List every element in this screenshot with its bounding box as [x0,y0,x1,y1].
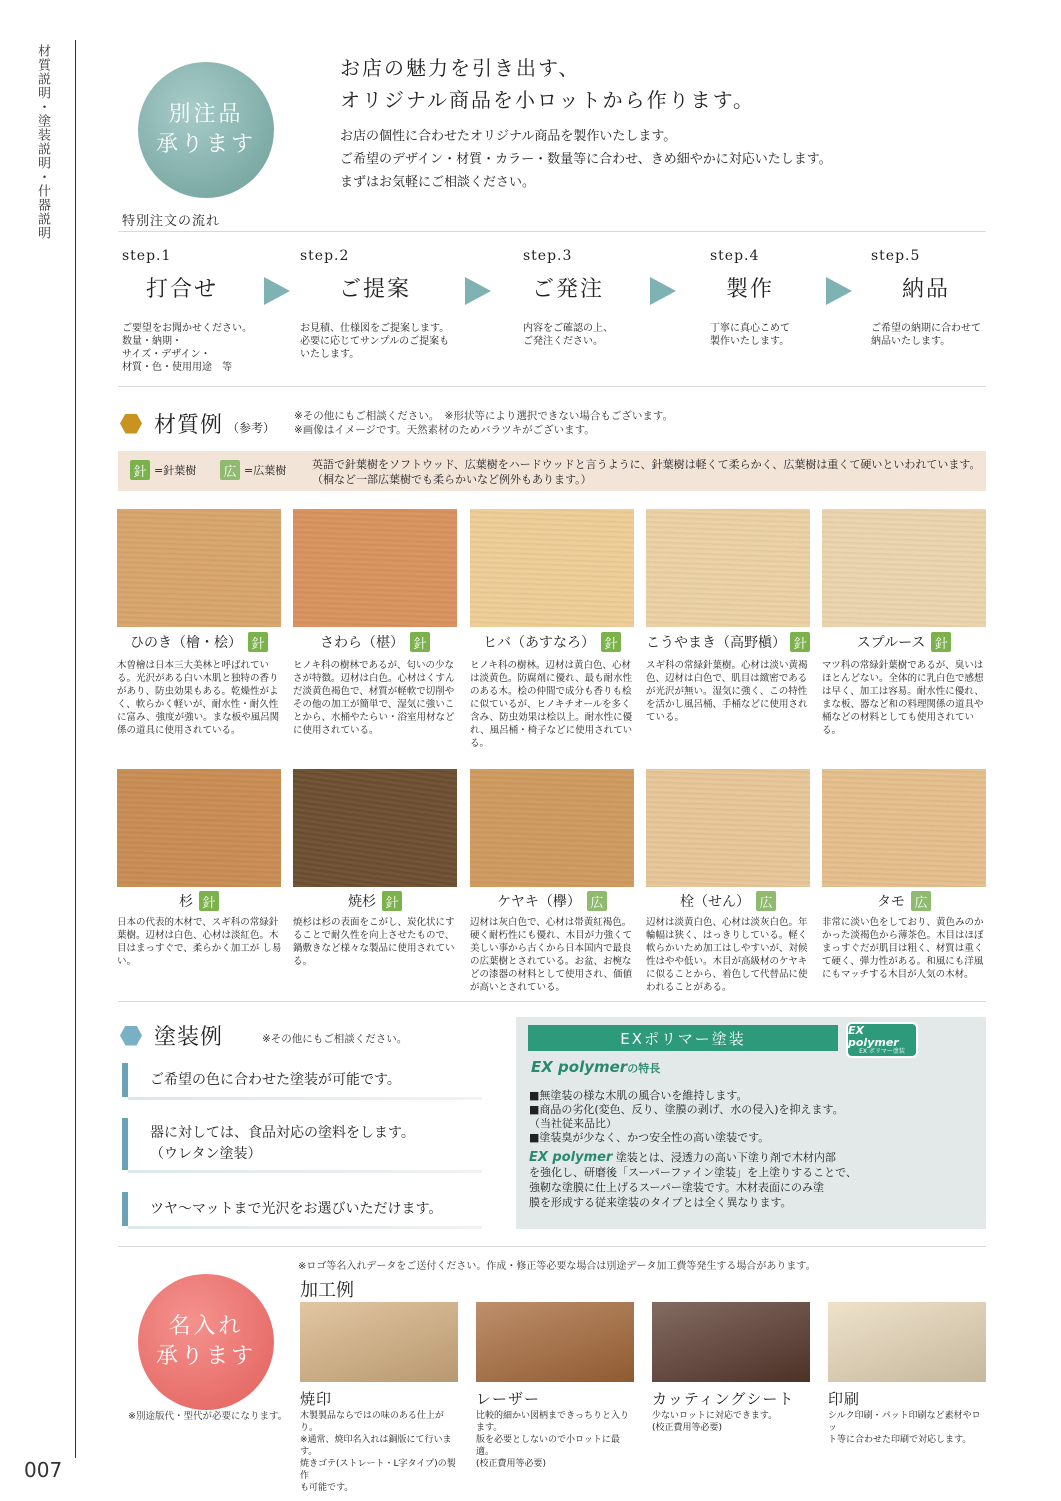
step-4 [710,248,880,347]
materials-note-2: ※画像はイメージです。天然素材のためバラツキがございます。 [294,424,595,436]
materials-title: 材質例 [154,413,224,438]
wood-description: マツ科の常緑針葉樹であるが、臭いはほとんどない。全体的に乳白色で感想は早く、加工は容易。耐水性に優れ、まな板、器など和の料理関係の道具や桶などの材料としても使用されている。 [822,660,984,736]
sample-name: 焼印 [300,1390,333,1408]
sample-desc-line: 比較的細かい図柄まできっちりと入ります。 [476,1411,630,1433]
sample-desc-line: 焼きゴテ(ストレート・L字タイプ)の製作 [300,1459,456,1481]
custom-order-circle [138,62,274,198]
wood-sample-image [646,769,810,887]
wood-name [822,891,986,911]
wood-name-text: ケヤキ（欅） [497,894,581,910]
wood-type-badge: 針 [382,891,402,911]
step-desc-line: 丁寧に真心こめて [710,323,790,334]
softwood-label: =針葉樹 [154,464,197,477]
headline [340,52,755,116]
legend-text-2: （桐など一部広葉樹でも柔らかいなど例外もあります。） [312,473,592,486]
wood-sample-image [293,769,457,887]
ex-feature-title [531,1058,660,1076]
wood-name-text: スプルース [856,635,926,651]
wood-name [293,891,457,911]
divider [118,1001,986,1002]
sample-image-laser [476,1302,634,1382]
wood-name-text: タモ [877,894,905,910]
circle-line-1: 名入れ [168,1314,244,1340]
wood-name-text: 杉 [179,894,193,910]
wood-sample-image [117,769,281,887]
sample-desc [828,1410,988,1446]
sample-desc-line: (校正費用等必要) [476,1459,547,1469]
sample-desc [300,1410,460,1494]
wood-name-text: ひのき（檜・桧） [130,635,242,651]
wood-type-badge: 広 [587,891,607,911]
materials-heading [120,408,275,439]
step-desc-line: お見積、仕様図をご提案します。 [300,323,450,334]
sample-desc-line: シルク印刷・パット印刷など素材やロッ [828,1411,981,1433]
materials-note-1: ※その他にもご相談ください。 ※形状等により選択できない場合もございます。 [294,410,674,422]
step-name: 打合せ [145,277,218,302]
paint-item-3 [122,1192,482,1226]
circle-line-2: 承ります [155,1344,256,1369]
wood-description: 焼杉は杉の表面をこがし、炭化状にすることで耐久性を向上させたもので、鍋敷きなど様々な製品に使用されている。 [293,917,455,967]
step-label: step.5 [871,248,921,264]
step-desc-line: 材質・色・使用用途 等 [122,362,232,373]
wood-name [470,891,634,911]
paint-item-text: ツヤ～マットまで光沢をお選びいただけます。 [150,1200,443,1217]
arrow-icon [264,277,290,305]
ex-point: （当社従来品比） [529,1117,617,1130]
step-desc-line: 必要に応じてサンプルのご提案も [300,336,450,347]
ex-point: ■無塗装の様な木肌の風合いを維持します。 [529,1089,748,1102]
step-desc-line: いたします。 [300,349,360,360]
step-name: ご発注 [531,277,604,302]
wood-sample-image [646,509,810,627]
paint-note: ※その他にもご相談ください。 [262,1033,408,1045]
step-desc-line: ご要望をお聞かせください。 [122,323,252,334]
legend-hardwood [220,460,286,480]
ex-desc-line: 膜を形成する従来塗装のタイプとは全く異なります。 [529,1196,792,1209]
wood-name-text: ヒバ（あすなろ） [483,635,595,651]
sample-desc-line: ト等に合わせた印刷で対応します。 [828,1435,972,1445]
sample-desc-line: 版を必要としないので小ロットに最適。 [476,1435,620,1457]
sample-desc-line: 少ないロットに対応できます。 [652,1411,778,1421]
hardwood-badge: 広 [220,460,240,480]
name-printing-circle [138,1274,274,1410]
circle-line-2: 承ります [155,132,256,157]
step-name: 納品 [901,277,950,302]
ex-point: ■塗装臭が少なく、かつ安全性の高い塗装です。 [529,1131,770,1144]
legend-text [312,457,982,487]
sample-name: レーザー [476,1390,541,1408]
ex-feature-brand: EX polymer [531,1058,628,1076]
wood-name-text: 栓（せん） [680,894,750,910]
paint-item-text: 器に対しては、食品対応の塗料をします。 [150,1125,415,1141]
softwood-badge: 針 [130,460,150,480]
step-desc-line: ご発注ください。 [523,336,603,347]
wood-sample-image [470,769,634,887]
naire-left-note: ※別途版代・型代が必要になります。 [128,1411,288,1422]
wood-description: 辺材は灰白色で、心材は帯黄紅褐色。硬く耐朽性にも優れ、木目が力強くて美しい事から古くから日本国内で最良の広葉樹とされている。お盆、お椀などの漆器の材料として使用され、価値が高いとされている。 [470,917,633,993]
naire-title: 加工例 [300,1280,354,1301]
ex-logo-text: EX polymer [848,1023,899,1049]
step-desc-line: 製作いたします。 [710,336,790,347]
step-desc-line: ご希望の納期に合わせて [871,323,981,334]
wood-name [646,632,810,652]
ex-description [529,1150,969,1210]
divider [118,1246,986,1247]
step-label: step.4 [710,248,760,264]
wood-type-badge: 針 [199,891,219,911]
wood-type-badge: 針 [410,632,430,652]
ex-desc-line: 強靭な塗膜に仕上げるスーパー塗装です。木材表面にのみ塗 [529,1181,825,1194]
intro-line-1: お店の個性に合わせたオリジナル商品を製作いたします。 [340,129,677,144]
wood-type-badge: 針 [931,632,951,652]
arrow-icon [826,277,852,305]
step-desc [300,322,470,361]
ex-point: ■商品の劣化(変色、反り、塗膜の剥げ、水の侵入)を抑えます。 [529,1103,844,1116]
wood-sample-image [470,509,634,627]
materials-subtitle: （参考） [227,421,276,435]
step-desc-line: 納品いたします。 [871,336,951,347]
paint-heading [120,1020,223,1051]
circle-line-1: 別注品 [168,102,244,128]
sample-image-print [828,1302,986,1382]
wood-name-text: さわら（椹） [320,635,404,651]
sample-desc-line: (校正費用等必要) [652,1423,723,1433]
ex-feature-points [529,1089,969,1145]
ex-logo-subtext: EX ポリマー塗装 [859,1047,905,1055]
ex-polymer-banner: EXポリマー塗装 [528,1025,838,1051]
wood-type-badge: 針 [248,632,268,652]
step-2 [300,248,470,360]
wood-description: スギ科の常緑針葉樹。心材は淡い黄褐色、辺材は白色で、肌目は緻密であるが光沢が無い。湿気に強く、この特性を活かし風呂桶、手桶などに使用されている。 [646,660,808,723]
wood-description: 非常に淡い色をしており、黄色みのかかった淡褐色から薄茶色。木目はほぼまっすぐだが肌目は粗く、材質は重くて硬く、弾力性がある。和風にも洋風にもマッチする木目が人気の木材。 [822,917,984,980]
step-desc-line: サイズ・デザイン・ [122,349,211,360]
paint-item-1 [122,1063,482,1097]
wood-name [470,632,634,652]
headline-line-1: お店の魅力を引き出す、 [340,56,581,80]
paint-item-2 [122,1118,482,1170]
side-divider [75,40,76,1458]
wood-type-badge: 針 [601,632,621,652]
step-name: ご提案 [338,277,411,302]
sample-name: カッティングシート [652,1390,795,1408]
sample-name: 印刷 [828,1390,861,1408]
wood-type-badge: 広 [756,891,776,911]
legend-text-1: 英語で針葉樹をソフトウッド、広葉樹をハードウッドと言うように、針葉樹は軽くて柔らかく、広葉樹は重くて硬いといわれています。 [312,458,981,471]
legend-softwood [130,460,196,480]
arrow-icon [650,277,676,305]
paint-item-text: ご希望の色に合わせた塗装が可能です。 [150,1071,401,1088]
step-label: step.2 [300,248,350,264]
ex-desc-line: を強化し、研磨後「スーパーファイン塗装」を上塗りすることで、 [529,1166,857,1179]
divider [118,386,986,387]
ex-polymer-logo [846,1022,918,1058]
paint-title: 塗装例 [154,1025,224,1050]
wood-description: 辺材は淡黄白色、心材は淡灰白色。年輪幅は狭く、はっきりしている。軽く軟らかいため加工はしやすいが、対候性はやや低い。木目が高級材のケヤキに似ることから、着色して代替品に使われることがある。 [646,917,808,993]
step-desc-line: 数量・納期・ [122,336,182,347]
materials-notes [294,409,673,437]
sample-image-cutting-sheet [652,1302,810,1382]
hexagon-icon [120,1026,142,1046]
hardwood-label: =広葉樹 [244,464,287,477]
step-desc [523,322,693,348]
divider [118,231,986,232]
step-desc-line: 内容をご確認の上、 [523,323,613,334]
sample-desc-line: ※通常、焼印名入れは銅版にて行います。 [300,1435,452,1457]
wood-type-badge: 広 [911,891,931,911]
flow-title: 特別注文の流れ [122,214,221,229]
intro-line-3: まずはお気軽にご相談ください。 [340,175,536,190]
wood-name-text: 焼杉 [348,894,376,910]
arrow-icon [465,277,491,305]
sample-desc-line: 木製製品ならではの味のある仕上がり。 [300,1411,444,1433]
ex-desc-line: 塗装とは、浸透力の高い下塗り剤で木材内部 [615,1151,836,1164]
step-name: 製作 [725,277,774,302]
wood-description: 日本の代表的木材で、スギ科の常緑針葉樹。辺材は白色、心材は淡紅色。木目はまっすぐで、柔らかく加工が し易い。 [117,917,282,967]
hexagon-icon [120,414,142,434]
headline-line-2: オリジナル商品を小ロットから作ります。 [340,88,755,112]
side-label: 材質説明・塗装説明・什器説明 [35,44,50,240]
wood-name [822,632,986,652]
wood-name [117,891,281,911]
intro-line-2: ご希望のデザイン・材質・カラー・数量等に合わせ、きめ細やかに対応いたします。 [340,152,832,167]
wood-name [293,632,457,652]
wood-name [646,891,810,911]
step-5 [871,248,1041,347]
page-number: 007 [24,1458,63,1482]
wood-description: 木曽檜は日本三大美林と呼ばれている。光沢がある白い木肌と独特の香りがあり、防虫効果もある。乾燥性がよく、軟らかく軽いが、耐水性・耐久性に富み、強度が強い。まな板や風呂関係の道具に使用されている。 [117,660,280,736]
sample-desc [652,1410,812,1434]
wood-sample-image [822,509,986,627]
sample-desc-line: も可能です。 [300,1483,354,1493]
step-desc [710,322,880,348]
step-desc [871,322,1041,348]
ex-desc-brand: EX polymer [529,1150,613,1165]
wood-description: ヒノキ科の樹林。辺材は黄白色、心材は淡黄色。防腐剤に優れ、最も耐水性のある木。桧の仲間で成分も香りも桧に似ているが、ヒノキチオールを多く含み、防虫効果は桧以上。耐水性に優れ、風呂桶・椅子などに使用されている。 [470,660,633,749]
step-desc [122,322,292,374]
intro-text [340,125,832,194]
sample-desc [476,1410,636,1470]
paint-item-text: （ウレタン塗装） [150,1146,262,1162]
wood-name-text: こうやまき（高野槇） [646,635,786,651]
wood-sample-image [117,509,281,627]
wood-description: ヒノキ科の樹林であるが、匂いの少なさが特徴。辺材は白色。心材はくすんだ淡黄色褐色で、材質が軽軟で切削やその他の加工が簡単で、湿気に強いことから、水桶やたらい・浴室用材などに使用されている。 [293,660,455,736]
sample-image-branding [300,1302,458,1382]
step-label: step.1 [122,248,172,264]
wood-sample-image [822,769,986,887]
naire-note: ※ロゴ等名入れデータをご送付ください。作成・修正等必要な場合は別途データ加工費等発生する場合があります。 [298,1261,816,1272]
wood-type-badge: 針 [790,632,810,652]
ex-feature-suffix: の特長 [627,1062,661,1075]
wood-sample-image [293,509,457,627]
step-label: step.3 [523,248,573,264]
wood-name [117,632,281,652]
